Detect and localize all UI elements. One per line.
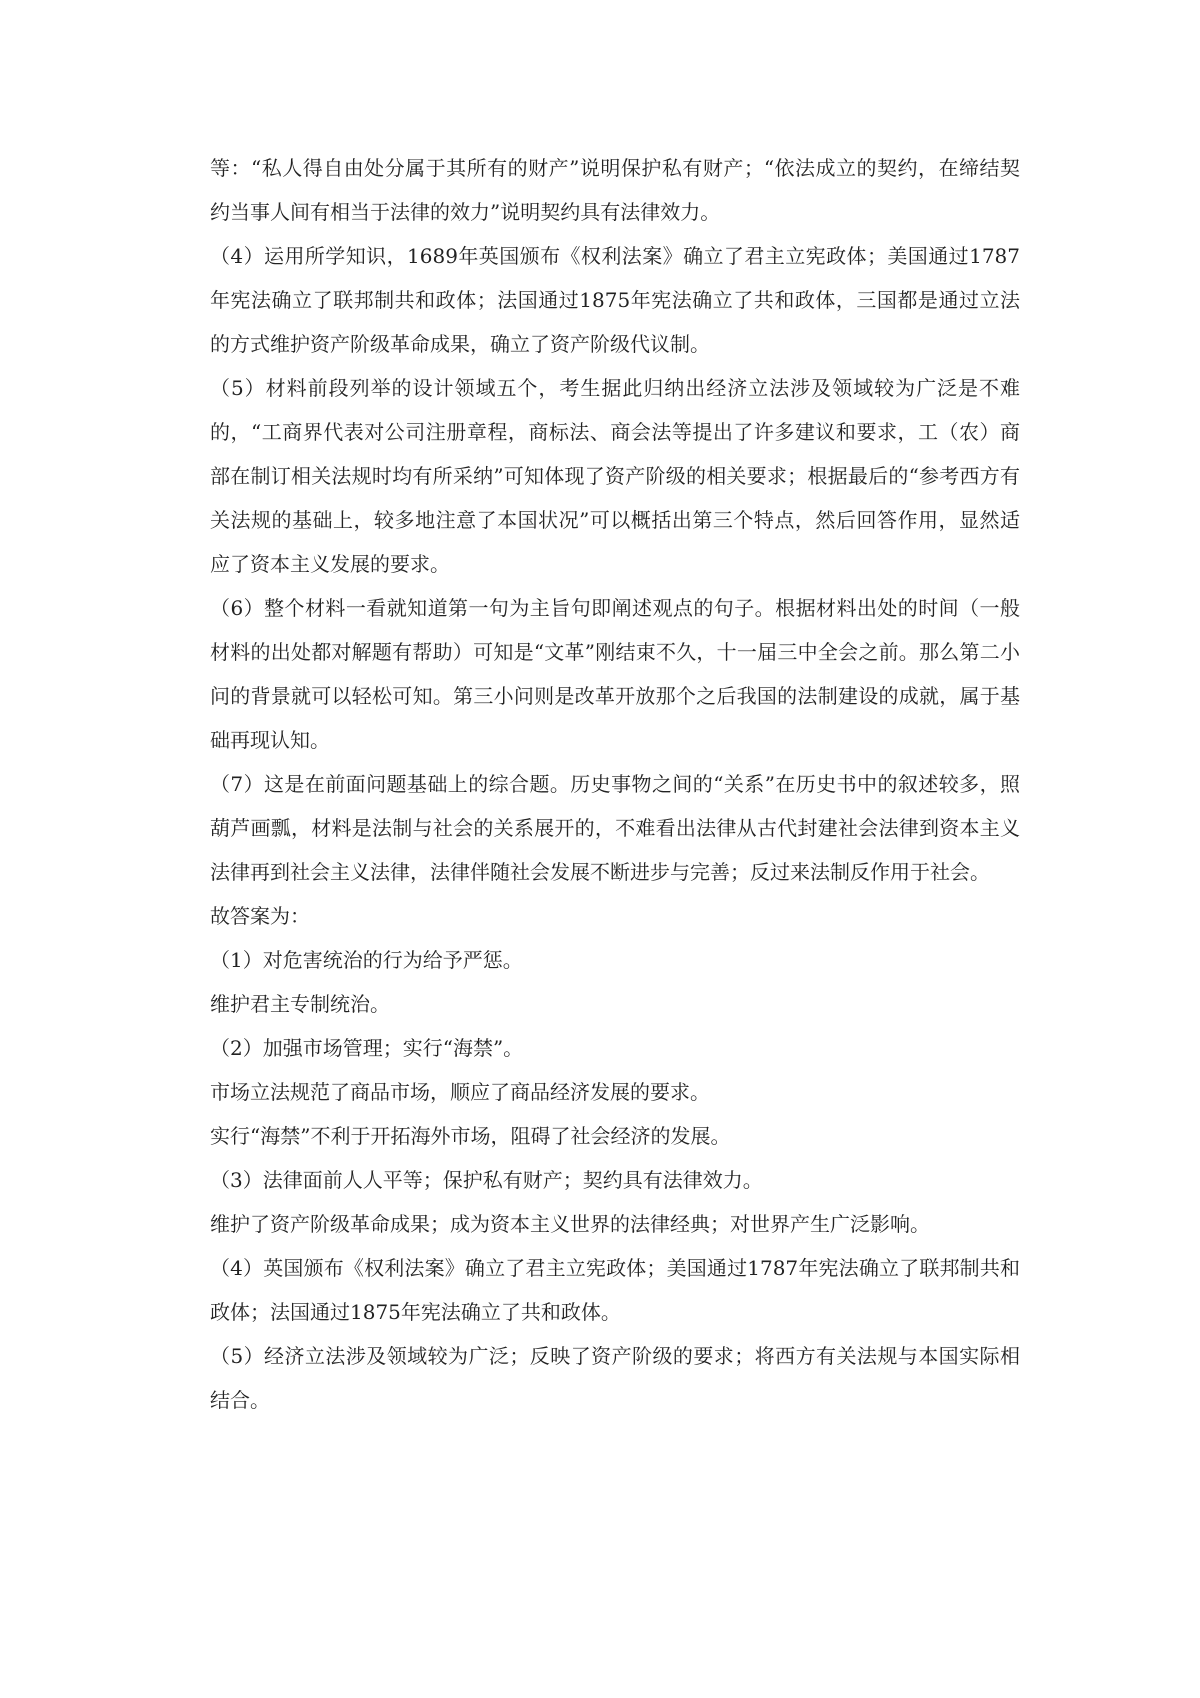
answer-4: （4）英国颁布《权利法案》确立了君主立宪政体；美国通过1787年宪法确立了联邦制共和政体；法国通过1875年宪法确立了共和政体。 xyxy=(210,1256,1020,1324)
answer-1-line-1: （1）对危害统治的行为给予严惩。 xyxy=(210,948,523,972)
answer-heading: 故答案为： xyxy=(210,904,310,928)
paragraph-analysis-6: （6）整个材料一看就知道第一句为主旨句即阐述观点的句子。根据材料出处的时间（一般材料的出处都对解题有帮助）可知是“文革”刚结束不久，十一届三中全会之前。那么第二小问的背景就可以轻松可知。第三小问则是改革开放那个之后我国的法制建设的成就，属于基础再现认知。 xyxy=(210,596,1020,752)
answer-2-line-3: 实行“海禁”不利于开拓海外市场，阻碍了社会经济的发展。 xyxy=(210,1124,731,1148)
answer-3-line-2: 维护了资产阶级革命成果；成为资本主义世界的法律经典；对世界产生广泛影响。 xyxy=(210,1212,930,1236)
paragraph-analysis-7: （7）这是在前面问题基础上的综合题。历史事物之间的“关系”在历史书中的叙述较多，照葫芦画瓢，材料是法制与社会的关系展开的，不难看出法律从古代封建社会法律到资本主义法律再到社会主义法律，法律伴随社会发展不断进步与完善；反过来法制反作用于社会。 xyxy=(210,772,1020,884)
answer-2-line-1: （2）加强市场管理；实行“海禁”。 xyxy=(210,1036,524,1060)
answer-1-line-2: 维护君主专制统治。 xyxy=(210,992,390,1016)
answer-5: （5）经济立法涉及领域较为广泛；反映了资产阶级的要求；将西方有关法规与本国实际相结合。 xyxy=(210,1344,1020,1412)
paragraph-analysis-4: （4）运用所学知识，1689年英国颁布《权利法案》确立了君主立宪政体；美国通过1787年宪法确立了联邦制共和政体；法国通过1875年宪法确立了共和政体，三国都是通过立法的方式维护资产阶级革命成果，确立了资产阶级代议制。 xyxy=(210,244,1020,356)
answer-3-line-1: （3）法律面前人人平等；保护私有财产；契约具有法律效力。 xyxy=(210,1168,763,1192)
answer-2-line-2: 市场立法规范了商品市场，顺应了商品经济发展的要求。 xyxy=(210,1080,710,1104)
document-body xyxy=(210,146,1020,1422)
paragraph-analysis-5: （5）材料前段列举的设计领域五个，考生据此归纳出经济立法涉及领域较为广泛是不难的，“工商界代表对公司注册章程，商标法、商会法等提出了许多建议和要求，工（农）商部在制订相关法规时均有所采纳”可知体现了资产阶级的相关要求；根据最后的“参考西方有关法规的基础上，较多地注意了本国状况”可以概括出第三个特点，然后回答作用，显然适应了资本主义发展的要求。 xyxy=(210,376,1020,576)
paragraph-continuation-civil-code: 等：“私人得自由处分属于其所有的财产”说明保护私有财产；“依法成立的契约，在缔结契约当事人间有相当于法律的效力”说明契约具有法律效力。 xyxy=(210,156,1020,224)
